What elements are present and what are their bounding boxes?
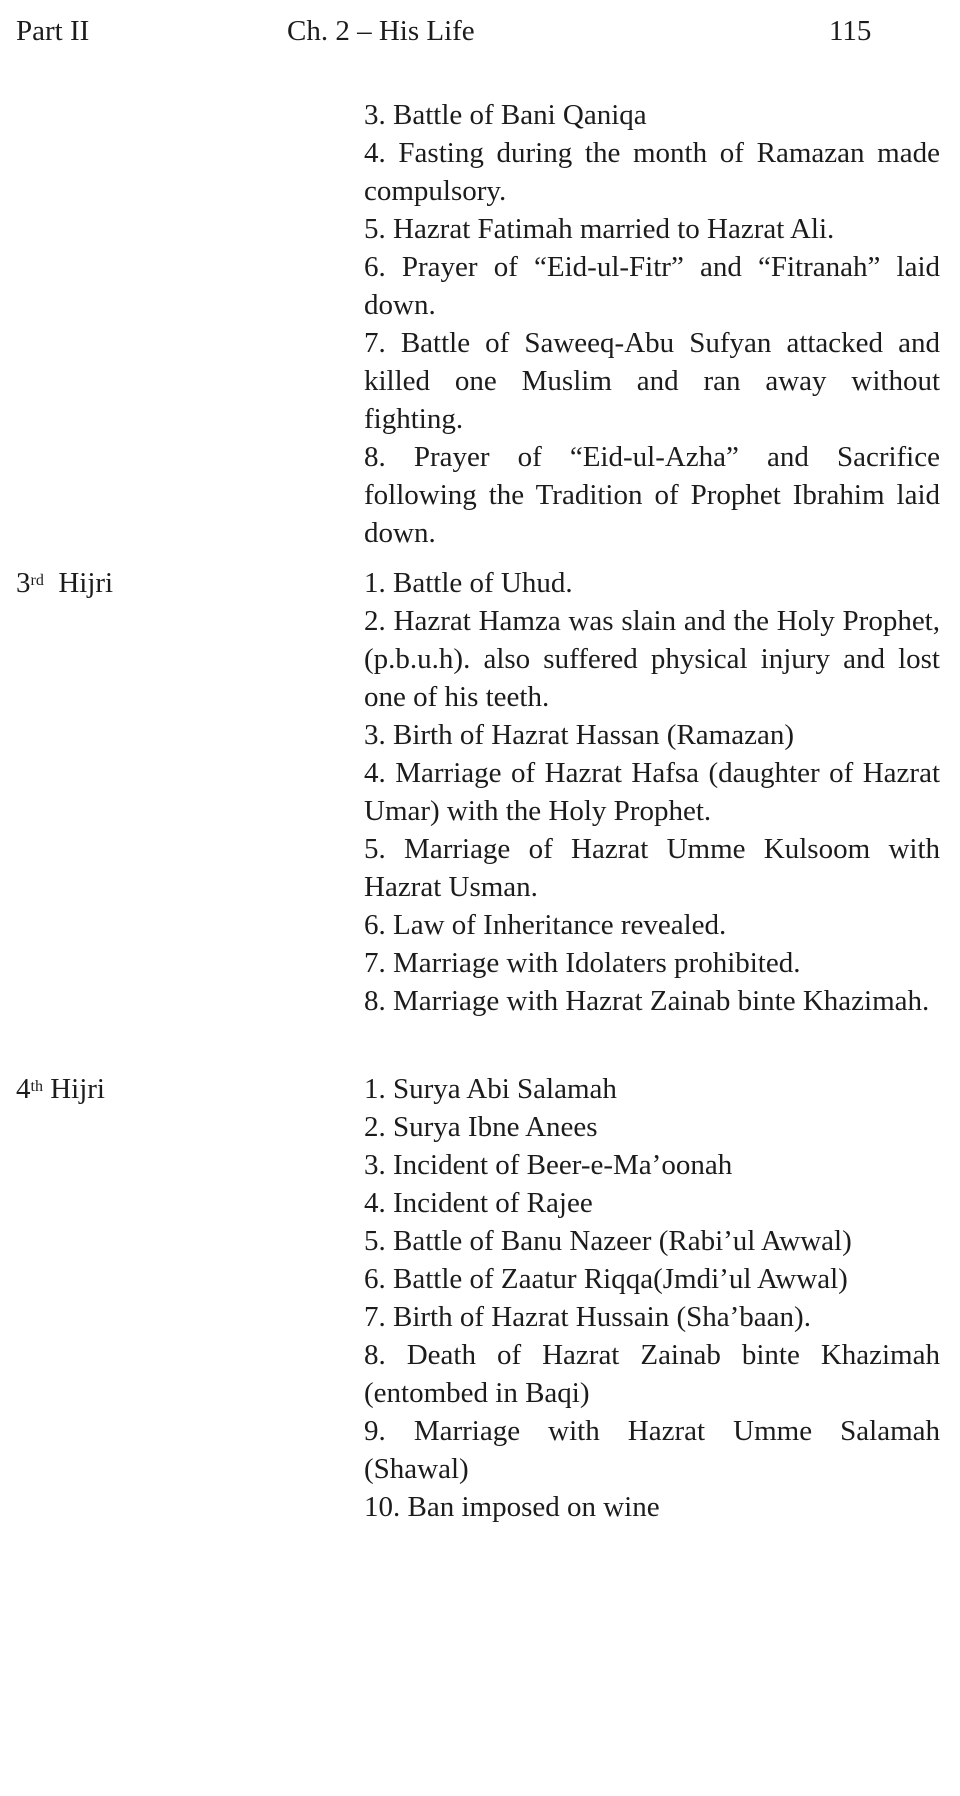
event-item: 2. Hazrat Hamza was slain and the Holy Prophet, (p.b.u.h). also suffered physical injury and lost one of his teeth.: [364, 605, 940, 713]
event-item: 2. Surya Ibne Anees: [364, 1111, 598, 1143]
event-item: 6. Battle of Zaatur Riqqa(Jmdi’ul Awwal): [364, 1263, 848, 1295]
year-label: [16, 1070, 105, 1108]
page-number: 115: [829, 15, 872, 47]
event-item: 10. Ban imposed on wine: [364, 1491, 660, 1523]
event-item: 5. Battle of Banu Nazeer (Rabi’ul Awwal): [364, 1225, 852, 1257]
event-item: 6. Law of Inheritance revealed.: [364, 909, 727, 941]
year-word: Hijri: [50, 1073, 105, 1105]
year-ordinal-suffix: th: [30, 1078, 43, 1095]
year-label: [16, 564, 113, 602]
year-ordinal-suffix: rd: [30, 572, 44, 589]
event-item: 1. Surya Abi Salamah: [364, 1073, 617, 1105]
year-number: 4: [16, 1073, 31, 1105]
event-item: 5. Hazrat Fatimah married to Hazrat Ali.: [364, 213, 835, 245]
event-item: 6. Prayer of “Eid-ul-Fitr” and “Fitranah” laid down.: [364, 251, 940, 321]
part-label: Part II: [16, 15, 90, 47]
event-item: 7. Battle of Saweeq-Abu Sufyan attacked and killed one Muslim and ran away without fighting.: [364, 327, 940, 435]
chapter-title: Ch. 2 – His Life: [287, 15, 475, 47]
event-item: 1. Battle of Uhud.: [364, 567, 573, 599]
event-item: 3. Battle of Bani Qaniqa: [364, 99, 647, 131]
year-word: Hijri: [58, 567, 114, 599]
page-header: [0, 8, 960, 58]
event-item: 4. Marriage of Hazrat Hafsa (daughter of Hazrat Umar) with the Holy Prophet.: [364, 757, 940, 827]
event-list: [364, 564, 940, 1020]
event-item: 3. Incident of Beer-e-Ma’oonah: [364, 1149, 733, 1181]
event-item: 9. Marriage with Hazrat Umme Salamah (Shawal): [364, 1415, 940, 1485]
event-item: 4. Incident of Rajee: [364, 1187, 593, 1219]
event-item: 7. Marriage with Idolaters prohibited.: [364, 947, 801, 979]
event-item: 8. Prayer of “Eid-ul-Azha” and Sacrifice following the Tradition of Prophet Ibrahim laid down.: [364, 441, 940, 549]
event-item: 8. Death of Hazrat Zainab binte Khazimah (entombed in Baqi): [364, 1339, 940, 1409]
event-item: 7. Birth of Hazrat Hussain (Sha’baan).: [364, 1301, 811, 1333]
event-item: 8. Marriage with Hazrat Zainab binte Khazimah.: [364, 985, 930, 1017]
event-list: [364, 96, 940, 552]
year-number: 3: [16, 567, 31, 599]
event-list: [364, 1070, 940, 1526]
event-item: 5. Marriage of Hazrat Umme Kulsoom with Hazrat Usman.: [364, 833, 940, 903]
event-item: 4. Fasting during the month of Ramazan made compulsory.: [364, 137, 940, 207]
event-item: 3. Birth of Hazrat Hassan (Ramazan): [364, 719, 795, 751]
